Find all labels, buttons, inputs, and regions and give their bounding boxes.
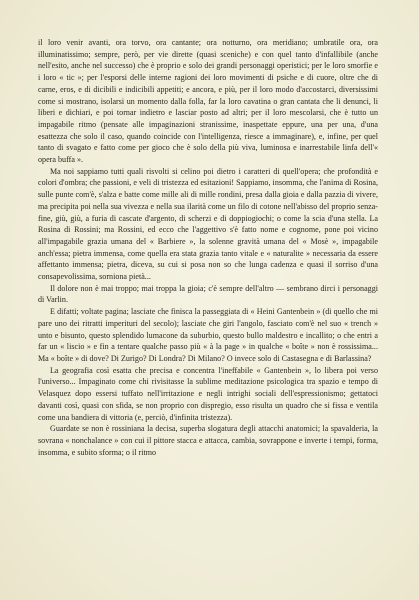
paragraph-gantenbein: E difatti; voltate pagina; lasciate che finisca la passeggiata di « Heini Gantenbein » (di quello che mi pare uno dei ritratti imperituri del secolo); lasciate che giri l'angolo, fasciato com'è nel suo « trench » unto e bisunto, questo splendido lumacone da suburbio, questo bullo maldestro e incallito; o che entri a far un « liscio » e fin a tentare qualche passo più « à la page » in qualche « boîte » non è rossissima... Ma « boîte » di dove? Di Zurigo? Di Londra? Di Milano? O invece solo di Castasegna e di Barlassina? — [38, 307, 378, 363]
text-page — [38, 37, 378, 458]
paragraph-rossiniana: Guardate se non è rossiniana la decisa, superba slogatura degli attacchi anatomici; la spavalderia, la sovrana « nonchalance » con cui il pittore stacca e attacca, cambia, sovrappone e inverte i tempi, forma, insomma, e subito sforma; o il ritmo — [38, 424, 378, 457]
paragraph-dolore: Il dolore non è mai troppo; mai troppa la gioia; c'è sempre dell'altro — sembrano dirci i personaggi di Varlin. — [38, 283, 378, 305]
paragraph-continuation: il loro venir avanti, ora torvo, ora cantante; ora notturno, ora meridiano; umbratile ora, ora illuminatissimo; sempre, però, per vie dirette (quasi sceniche) e con quel tanto d'infallibile (anche nell'esito, anche nel successo) che è proprio e solo dei grandi personaggi operistici; per le loro smorfie e i loro « tic »; per l'esporsi delle interne ragioni dei loro movimenti di psiche e di cuore, oltre che di carne, eros, e di dicibili e indicibili appetiti; e ancora, e più, per il loro modo d'accostarci, diversissimi come si mostrano, isolarsi un momento dalla folla, far la loro cavatina o gran cantata che li denunci, li liberi e dichiari, e poi tornar indietro e lasciar posto ad altri; per il loro mescolarsi, che è tutto un impagabile ritmo (pensate alle impaginazioni stranissime, inaspettate eppure, una per una, d'una esattezza che solo il caso, quando coincide con l'intelligenza, riesce a immaginare), e, infine, per quel tanto di svagato e fatto come per gioco che è solo della più viva, luminosa e inarrestabile linfa dell'« opera buffa ». — [38, 38, 378, 165]
paragraph-geografia: La geografia così esatta che precisa e concentra l'ineffabile « Gantenbein », lo libera poi verso l'universo... Impaginato come chi rivisitasse la sublime meditazione psicologica tra spazio e tempo di Velasquez dopo essersi tuffato nell'irritazione e negli intrighi sociali dell'espressionismo; gettatoci davanti così, quasi con sfida, se non proprio con dispregio, esso risulta un quadro che si fissa e ventila come una bandiera di vittoria (e, perciò, d'infinita tristezza). — [38, 365, 378, 422]
paragraph-rosina: Ma noi sappiamo tutti quali risvolti si celino poi dietro i caratteri di quell'opera; che profondità e colori d'ombra; che passioni, e veli di tristezza ed esitazioni! Sappiamo, insomma, che l'anima di Rosina, sulle punte com'è, s'alza e batte come mille ali di mille rondini, presa dalla gioia e dalla pazzia di vivere, ma precipita poi nella sua vivezza e nella sua ilarità come un filo di cotone nell'abisso del proprio senza-fine, giù, giù, a furia di cascate d'argento, di scherzi e di doppiogiochi; o come la scia d'una stella. La Rosina di Rossini; ma Rossini, ed ecco che l'aggettivo s'è fatto nome e cognome, pone poi vicino all'impagabile grazia umana del « Barbiere », la solenne gravità umana del « Mosè », impagabile anch'essa; pietra immensa, come quella era stata grazia tanto vitale e « naturalite » necessaria da essere affettanto immensa; pietra, diceva, su cui si posa non so che lunga cadenza e quasi il sorriso d'una consapevolissima, sorniona pietà... — [38, 166, 378, 282]
